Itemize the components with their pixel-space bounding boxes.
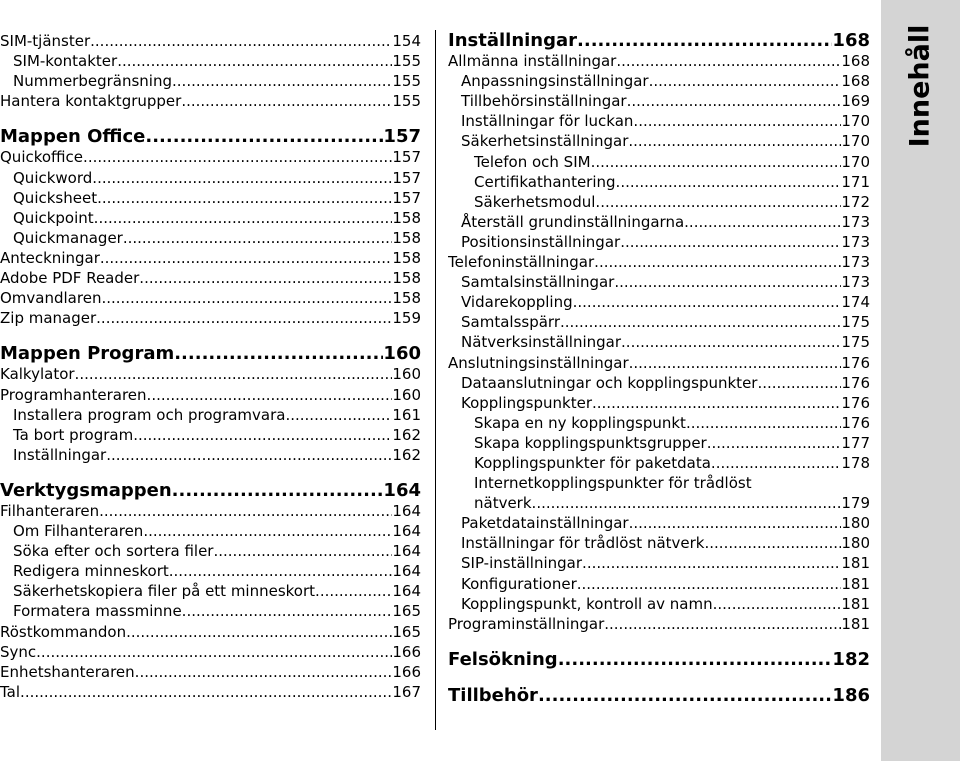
side-tab-label: Innehåll <box>904 24 936 148</box>
toc-entry-title: Konfigurationer <box>461 574 577 593</box>
toc-entry <box>0 168 421 188</box>
dot-leader <box>627 91 842 111</box>
toc-page-number: 176 <box>841 413 870 432</box>
toc-entry-title: Kopplingspunkter för paketdata <box>474 453 711 472</box>
toc-entry-title: Quickmanager <box>13 228 123 247</box>
toc-entry <box>448 71 870 91</box>
toc-entry-title: Omvandlaren <box>0 289 102 308</box>
toc-page-number: 164 <box>392 522 421 541</box>
toc-entry <box>0 288 421 308</box>
toc-entry-title: Felsökning <box>448 649 558 670</box>
toc-page-number: 167 <box>392 682 421 701</box>
toc-page-number: 158 <box>392 269 421 288</box>
dot-leader <box>594 252 841 272</box>
toc-page-number: 173 <box>841 253 870 272</box>
toc-entry-title: Certifikathantering <box>474 172 616 191</box>
toc-right-column <box>448 31 870 706</box>
toc-page-number: 178 <box>841 453 870 472</box>
toc-page-number: 154 <box>392 32 421 50</box>
toc-entry-title: Tillbehör <box>448 685 538 706</box>
toc-entry-title: Återställ grundinställningarna <box>461 212 685 231</box>
toc-page-number: 181 <box>841 594 870 613</box>
toc-entry-title: Säkerhetsmodul <box>474 192 596 211</box>
toc-entry <box>0 682 421 702</box>
toc-page-number: 159 <box>392 309 421 328</box>
toc-entry <box>0 71 421 91</box>
toc-entry <box>0 561 421 581</box>
toc-entry-title: Filhanteraren <box>0 501 100 520</box>
toc-entry-title: Samtalsspärr <box>461 313 560 332</box>
dot-leader <box>582 553 841 573</box>
toc-page-number: 170 <box>841 132 870 151</box>
toc-page-number: 186 <box>832 685 870 706</box>
toc-page-number: 165 <box>392 602 421 621</box>
dot-leader <box>92 168 392 188</box>
dot-leader <box>123 228 393 248</box>
dot-leader <box>686 413 841 433</box>
toc-entry-title: Om Filhanteraren <box>13 522 144 541</box>
toc-entry <box>448 272 870 292</box>
toc-entry <box>448 91 870 111</box>
dot-leader <box>99 501 392 521</box>
toc-entry <box>0 385 421 405</box>
toc-entry <box>0 622 421 642</box>
dot-leader <box>577 574 842 594</box>
dot-leader <box>616 172 842 192</box>
dot-leader <box>20 682 392 702</box>
toc-entry-title: Inställningar <box>13 445 107 464</box>
toc-entry-title: Verktygsmappen <box>0 480 172 501</box>
dot-leader <box>100 248 392 268</box>
dot-leader <box>713 594 842 614</box>
toc-entry-title: Hantera kontaktgrupper <box>0 92 182 111</box>
toc-page-number: 176 <box>841 353 870 372</box>
toc-page-number: 173 <box>841 212 870 231</box>
toc-page-number: 166 <box>392 662 421 681</box>
toc-entry-title: Enhetshanteraren <box>0 662 135 681</box>
toc-entry-title: Inställningar för luckan <box>461 112 634 131</box>
toc-entry-title: Anpassningsinställningar <box>461 72 649 91</box>
toc-entry <box>448 292 870 312</box>
toc-page-number: 169 <box>841 92 870 111</box>
toc-entry-title-continuation: nätverk <box>474 494 532 513</box>
toc-entry <box>0 308 421 328</box>
toc-entry-title: Nätverksinställningar <box>461 333 622 352</box>
toc-entry <box>0 601 421 621</box>
toc-entry-title: Quicksheet <box>13 188 98 207</box>
dot-leader <box>558 650 833 670</box>
toc-page-number: 181 <box>841 614 870 633</box>
column-divider <box>435 30 436 730</box>
toc-entry <box>0 228 421 248</box>
dot-leader <box>174 344 383 364</box>
toc-page-number: 182 <box>832 649 870 670</box>
toc-entry-title: Nummerbegränsning <box>13 72 173 91</box>
toc-page-number: 162 <box>392 445 421 464</box>
toc-entry-title: Samtalsinställningar <box>461 273 615 292</box>
dot-leader <box>711 453 841 473</box>
toc-page-number: 157 <box>392 168 421 187</box>
toc-page-number: 155 <box>392 52 421 71</box>
toc-entry <box>448 453 870 473</box>
toc-page-number: 177 <box>841 433 870 452</box>
toc-entry-title: Positionsinställningar <box>461 232 621 251</box>
toc-page-number: 158 <box>392 208 421 227</box>
toc-entry-title: Anteckningar <box>0 248 100 267</box>
toc-entry-title: Dataanslutningar och kopplingspunkter <box>461 373 758 392</box>
toc-entry-title: Röstkommandon <box>0 622 127 641</box>
toc-page-number: 160 <box>383 344 421 365</box>
dot-leader <box>573 292 842 312</box>
toc-entry-title: Quickpoint <box>13 208 94 227</box>
toc-entry <box>448 51 870 71</box>
toc-entry-title: Tal <box>0 682 21 701</box>
toc-page-number: 175 <box>841 313 870 332</box>
dot-leader <box>315 581 392 601</box>
toc-page-number: 158 <box>392 289 421 308</box>
toc-entry-title: Programhanteraren <box>0 385 147 404</box>
dot-leader <box>75 364 393 384</box>
toc-entry <box>448 192 870 212</box>
toc-entry-title: Sync <box>0 642 37 661</box>
toc-entry <box>448 553 870 573</box>
toc-entry <box>448 393 870 413</box>
toc-entry <box>448 614 870 634</box>
dot-leader <box>707 433 842 453</box>
toc-entry <box>448 131 870 151</box>
toc-page-number: 158 <box>392 248 421 267</box>
toc-page-number: 181 <box>841 574 870 593</box>
toc-entry <box>0 364 421 384</box>
toc-entry-title: Kalkylator <box>0 365 75 384</box>
toc-entry-title: Paketdatainställningar <box>461 514 629 533</box>
toc-entry-title: Inställningar <box>448 31 578 51</box>
toc-entry-title: Formatera massminne <box>13 602 182 621</box>
toc-entry <box>0 147 421 167</box>
dot-leader <box>172 71 392 91</box>
dot-leader <box>106 445 392 465</box>
toc-entry-title: Mappen Office <box>0 127 146 148</box>
toc-page-number: 179 <box>841 494 870 513</box>
toc-entry-title: Kopplingspunkt, kontroll av namn <box>461 594 713 613</box>
dot-leader <box>604 614 841 634</box>
toc-entry <box>448 232 870 252</box>
toc-entry <box>0 31 421 51</box>
toc-entry-title: Säkerhetskopiera filer på ett minneskort <box>13 582 316 601</box>
toc-page-number: 161 <box>392 405 421 424</box>
toc-entry <box>448 513 870 533</box>
toc-entry-title: Säkerhetsinställningar <box>461 132 629 151</box>
toc-heading <box>448 31 870 51</box>
toc-page-number: 175 <box>841 333 870 352</box>
dot-leader <box>620 232 841 252</box>
toc-heading <box>448 686 870 706</box>
toc-page-number: 172 <box>841 192 870 211</box>
dot-leader <box>147 385 393 405</box>
toc-left-column <box>0 31 421 702</box>
toc-page-number: 157 <box>392 188 421 207</box>
toc-page-number: 164 <box>392 501 421 520</box>
toc-page-number: 180 <box>841 514 870 533</box>
toc-page-number: 166 <box>392 642 421 661</box>
toc-page-number: 157 <box>383 127 421 148</box>
toc-entry-title: Adobe PDF Reader <box>0 269 140 288</box>
toc-page-number: 160 <box>392 385 421 404</box>
toc-page-number: 164 <box>392 582 421 601</box>
toc-page-number: 158 <box>392 228 421 247</box>
toc-entry <box>448 413 870 433</box>
dot-leader <box>181 91 392 111</box>
toc-entry-title: Kopplingspunkter <box>461 393 592 412</box>
toc-entry <box>448 533 870 553</box>
toc-entry-title: SIP-inställningar <box>461 554 583 573</box>
toc-entry <box>0 662 421 682</box>
dot-leader <box>172 481 384 501</box>
toc-heading <box>448 650 870 670</box>
dot-leader <box>126 622 392 642</box>
dot-leader <box>633 111 841 131</box>
toc-page-number: 171 <box>841 172 870 191</box>
dot-leader <box>213 541 392 561</box>
toc-entry <box>0 642 421 662</box>
toc-entry-title: SIM-kontakter <box>13 52 118 71</box>
dot-leader <box>117 51 392 71</box>
dot-leader <box>705 533 842 553</box>
dot-leader <box>577 31 832 51</box>
toc-entry <box>0 51 421 71</box>
toc-entry-title: Ta bort program <box>13 425 134 444</box>
toc-entry <box>0 581 421 601</box>
toc-entry-title: Telefon och SIM <box>474 152 591 171</box>
toc-page-number: 180 <box>841 534 870 553</box>
toc-page-number: 176 <box>841 373 870 392</box>
toc-page-number: 165 <box>392 622 421 641</box>
toc-entry-title: Quickoffice <box>0 148 84 167</box>
toc-entry <box>448 373 870 393</box>
toc-entry-title: Programinställningar <box>448 614 605 633</box>
toc-page-number: 168 <box>841 72 870 91</box>
toc-entry-title: SIM-tjänster <box>0 32 91 50</box>
toc-page-number: 176 <box>841 393 870 412</box>
toc-entry <box>0 541 421 561</box>
toc-entry <box>0 405 421 425</box>
toc-entry <box>448 493 870 513</box>
dot-leader <box>169 561 393 581</box>
dot-leader <box>90 31 392 51</box>
toc-entry-title: Söka efter och sortera filer <box>13 542 214 561</box>
toc-entry-title: Quickword <box>13 168 93 187</box>
dot-leader <box>96 308 392 328</box>
toc-page-number: 168 <box>832 31 870 51</box>
dot-leader <box>97 188 392 208</box>
toc-entry <box>448 252 870 272</box>
dot-leader <box>649 71 842 91</box>
dot-leader <box>133 425 392 445</box>
toc-page-number: 155 <box>392 92 421 111</box>
dot-leader <box>94 208 393 228</box>
toc-heading <box>0 127 421 147</box>
toc-entry-title: Zip manager <box>0 309 97 328</box>
toc-page-number: 164 <box>392 562 421 581</box>
toc-page-number: 160 <box>392 365 421 384</box>
toc-entry <box>448 594 870 614</box>
toc-entry-title: Allmänna inställningar <box>448 52 617 71</box>
dot-leader <box>684 212 841 232</box>
toc-entry <box>0 268 421 288</box>
toc-entry-title: Installera program och programvara <box>13 405 286 424</box>
toc-entry-title: Internetkopplingspunkter för trådlöst <box>474 474 752 493</box>
toc-entry <box>0 208 421 228</box>
dot-leader <box>560 312 841 332</box>
dot-leader <box>614 272 841 292</box>
toc-entry-title: Mappen Program <box>0 344 175 365</box>
toc-entry <box>0 521 421 541</box>
dot-leader <box>629 513 842 533</box>
toc-entry <box>448 312 870 332</box>
dot-leader <box>83 147 392 167</box>
dot-leader <box>145 127 383 147</box>
toc-entry-title: Skapa kopplingspunktsgrupper <box>474 433 707 452</box>
toc-entry <box>448 152 870 172</box>
dot-leader <box>538 686 832 706</box>
toc-page-number: 155 <box>392 72 421 91</box>
toc-entry-title: Inställningar för trådlöst nätverk <box>461 534 705 553</box>
dot-leader <box>591 152 842 172</box>
dot-leader <box>621 332 841 352</box>
toc-entry <box>0 91 421 111</box>
dot-leader <box>628 131 841 151</box>
dot-leader <box>135 662 393 682</box>
dot-leader <box>101 288 392 308</box>
toc-page-number: 170 <box>841 112 870 131</box>
toc-entry <box>0 501 421 521</box>
toc-entry-title: Telefoninställningar <box>448 253 595 272</box>
dot-leader <box>285 405 392 425</box>
toc-entry <box>448 111 870 131</box>
toc-page-number: 168 <box>841 52 870 71</box>
dot-leader <box>595 192 841 212</box>
toc-entry <box>448 433 870 453</box>
toc-entry <box>0 445 421 465</box>
toc-entry <box>448 172 870 192</box>
dot-leader <box>757 373 841 393</box>
toc-entry <box>448 212 870 232</box>
dot-leader <box>592 393 841 413</box>
dot-leader <box>629 353 842 373</box>
toc-page-number: 181 <box>841 554 870 573</box>
toc-page-number: 173 <box>841 232 870 251</box>
dot-leader <box>139 268 392 288</box>
dot-leader <box>143 521 392 541</box>
toc-page-number: 164 <box>392 542 421 561</box>
toc-entry <box>448 332 870 352</box>
dot-leader <box>182 601 393 621</box>
toc-page-number: 174 <box>841 293 870 312</box>
dot-leader <box>532 493 842 513</box>
toc-entry <box>448 574 870 594</box>
toc-entry-title: Redigera minneskort <box>13 562 169 581</box>
toc-entry-title: Anslutningsinställningar <box>448 353 629 372</box>
toc-page-number: 162 <box>392 425 421 444</box>
toc-page-number: 157 <box>392 148 421 167</box>
toc-entry-title: Vidarekoppling <box>461 293 573 312</box>
toc-page-number: 164 <box>383 480 421 501</box>
toc-entry <box>0 248 421 268</box>
toc-heading <box>0 481 421 501</box>
dot-leader <box>616 51 841 71</box>
toc-page-number: 173 <box>841 273 870 292</box>
toc-entry <box>0 188 421 208</box>
toc-heading <box>0 344 421 364</box>
toc-entry-title: Skapa en ny kopplingspunkt <box>474 413 686 432</box>
dot-leader <box>36 642 392 662</box>
toc-entry <box>448 353 870 373</box>
toc-entry-title: Tillbehörsinställningar <box>461 92 627 111</box>
toc-entry <box>0 425 421 445</box>
toc-page-number: 170 <box>841 152 870 171</box>
